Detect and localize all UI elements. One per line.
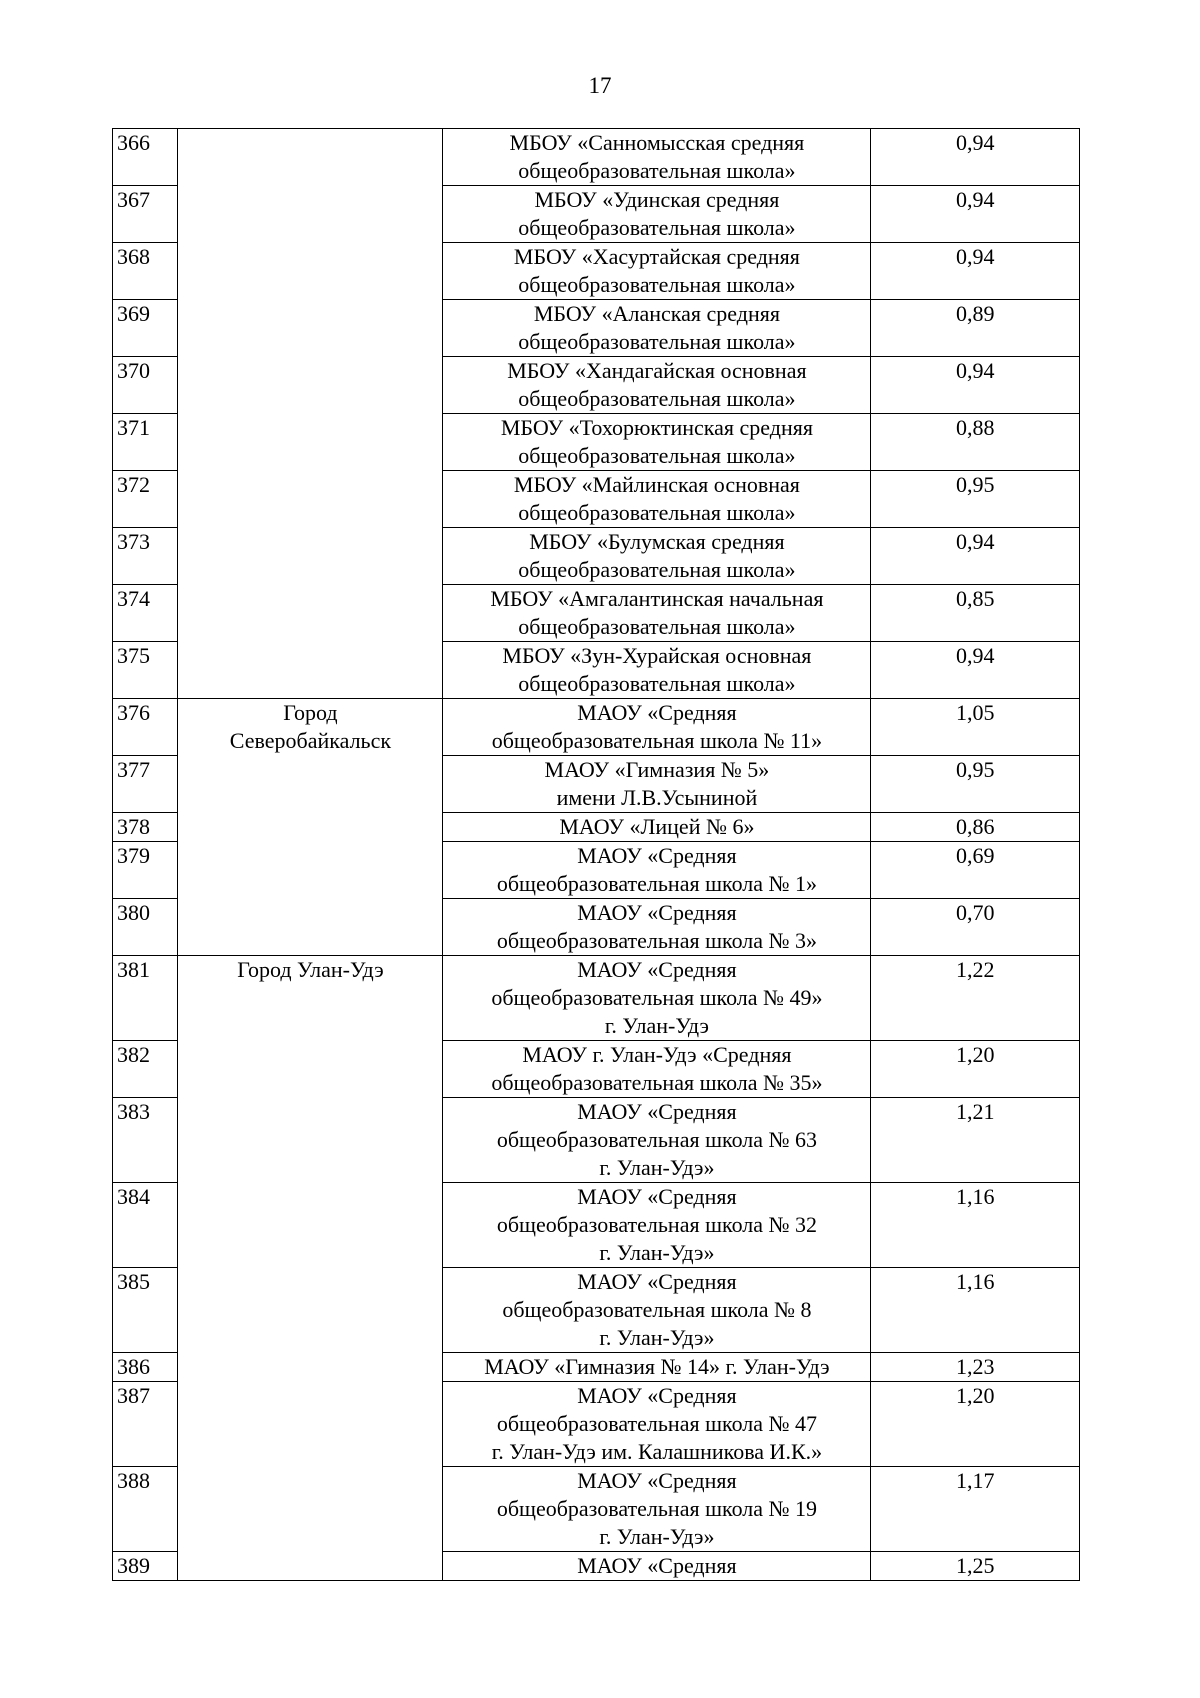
area-name: Город Улан-Удэ [237,957,384,982]
school-name: МАОУ «Лицей № 6» [443,813,871,842]
school-name: МАОУ «Гимназия № 5» имени Л.В.Усыниной [443,756,871,813]
row-number: 367 [113,186,178,243]
coefficient-value: 1,17 [871,1467,1080,1552]
school-name: МБОУ «Аланская средняя общеобразовательная школа» [443,300,871,357]
row-number: 389 [113,1552,178,1581]
school-name: МБОУ «Удинская средняя общеобразовательная школа» [443,186,871,243]
school-name: МАОУ «Средняя [443,1552,871,1581]
school-name: МАОУ «Средняя общеобразовательная школа № 47 г. Улан-Удэ им. Калашникова И.К.» [443,1382,871,1467]
school-name: МАОУ «Средняя общеобразовательная школа № 3» [443,899,871,956]
row-number: 368 [113,243,178,300]
school-name: МБОУ «Майлинская основная общеобразовательная школа» [443,471,871,528]
table-row [113,129,1080,186]
coefficient-value: 0,94 [871,528,1080,585]
coefficient-value: 0,94 [871,243,1080,300]
row-number: 375 [113,642,178,699]
school-name: МАОУ г. Улан-Удэ «Средняя общеобразовательная школа № 35» [443,1041,871,1098]
row-number: 380 [113,899,178,956]
row-number: 377 [113,756,178,813]
school-name: МБОУ «Хандагайская основная общеобразовательная школа» [443,357,871,414]
row-number: 381 [113,956,178,1041]
area-cell [178,129,443,699]
school-name: МАОУ «Средняя общеобразовательная школа № 32 г. Улан-Удэ» [443,1183,871,1268]
school-name: МБОУ «Зун-Хурайская основная общеобразовательная школа» [443,642,871,699]
coefficient-value: 0,94 [871,642,1080,699]
row-number: 386 [113,1353,178,1382]
page-number: 17 [588,73,612,98]
table-row [113,956,1080,1041]
school-name: МАОУ «Средняя общеобразовательная школа № 8 г. Улан-Удэ» [443,1268,871,1353]
row-number: 372 [113,471,178,528]
coefficient-value: 1,25 [871,1552,1080,1581]
coefficient-value: 1,21 [871,1098,1080,1183]
area-name: Город Северобайкальск [229,700,392,753]
row-number: 374 [113,585,178,642]
table-row [113,699,1080,756]
school-name: МАОУ «Средняя общеобразовательная школа № 19 г. Улан-Удэ» [443,1467,871,1552]
school-name: МБОУ «Хасуртайская средняя общеобразовательная школа» [443,243,871,300]
row-number: 383 [113,1098,178,1183]
row-number: 387 [113,1382,178,1467]
school-name: МАОУ «Средняя общеобразовательная школа № 1» [443,842,871,899]
coefficient-value: 0,85 [871,585,1080,642]
school-name: МАОУ «Средняя общеобразовательная школа № 49» г. Улан-Удэ [443,956,871,1041]
row-number: 371 [113,414,178,471]
row-number: 370 [113,357,178,414]
coefficient-value: 1,16 [871,1183,1080,1268]
row-number: 378 [113,813,178,842]
row-number: 379 [113,842,178,899]
area-cell [178,699,443,956]
school-name: МБОУ «Амгалантинская начальная общеобразовательная школа» [443,585,871,642]
coefficient-value: 0,95 [871,756,1080,813]
school-name: МБОУ «Санномысская средняя общеобразовательная школа» [443,129,871,186]
coefficient-value: 0,89 [871,300,1080,357]
coefficient-value: 0,94 [871,357,1080,414]
coefficient-value: 0,70 [871,899,1080,956]
coefficient-value: 0,94 [871,129,1080,186]
row-number: 382 [113,1041,178,1098]
coefficient-value: 0,69 [871,842,1080,899]
coefficient-value: 1,05 [871,699,1080,756]
school-name: МАОУ «Гимназия № 14» г. Улан-Удэ [443,1353,871,1382]
table-body [113,129,1080,1581]
coefficient-value: 0,86 [871,813,1080,842]
school-name: МБОУ «Тохорюктинская средняя общеобразовательная школа» [443,414,871,471]
area-cell [178,956,443,1581]
row-number: 388 [113,1467,178,1552]
row-number: 369 [113,300,178,357]
schools-table [112,128,1080,1581]
school-name: МБОУ «Булумская средняя общеобразовательная школа» [443,528,871,585]
coefficient-value: 1,23 [871,1353,1080,1382]
coefficient-value: 0,88 [871,414,1080,471]
school-name: МАОУ «Средняя общеобразовательная школа № 11» [443,699,871,756]
coefficient-value: 1,20 [871,1041,1080,1098]
row-number: 373 [113,528,178,585]
coefficient-value: 0,95 [871,471,1080,528]
row-number: 376 [113,699,178,756]
coefficient-value: 1,20 [871,1382,1080,1467]
row-number: 366 [113,129,178,186]
coefficient-value: 1,22 [871,956,1080,1041]
coefficient-value: 0,94 [871,186,1080,243]
school-name: МАОУ «Средняя общеобразовательная школа № 63 г. Улан-Удэ» [443,1098,871,1183]
row-number: 384 [113,1183,178,1268]
row-number: 385 [113,1268,178,1353]
coefficient-value: 1,16 [871,1268,1080,1353]
